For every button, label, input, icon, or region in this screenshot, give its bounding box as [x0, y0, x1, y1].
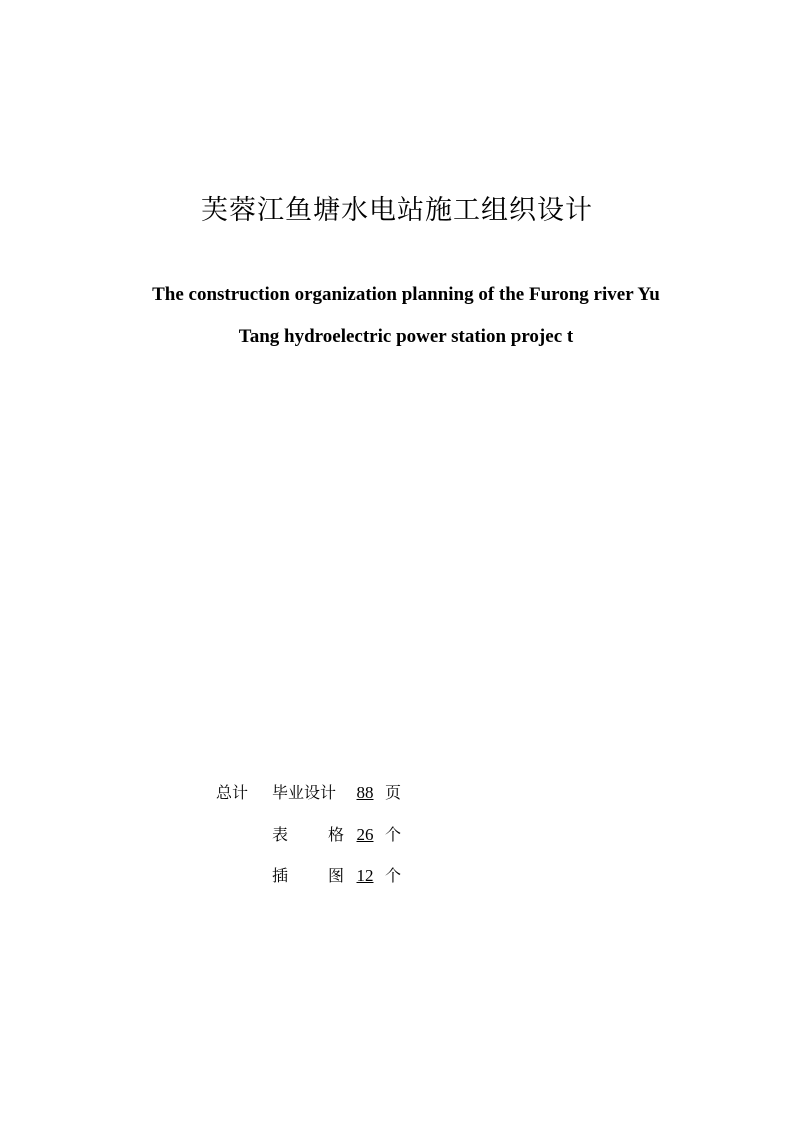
- stat-label-tables-a: 表: [272, 825, 289, 844]
- stat-value-figures: 12: [356, 866, 374, 885]
- stat-value-tables: 26: [356, 825, 374, 844]
- stat-label-tables-b: 格: [328, 825, 345, 844]
- chinese-title: 芙蓉江鱼塘水电站施工组织设计: [201, 195, 593, 226]
- stat-label-thesis: 毕业设计: [272, 783, 337, 802]
- total-label: 总计: [216, 783, 249, 802]
- stat-unit-pages: 页: [385, 783, 402, 802]
- english-title-line-2: Tang hydroelectric power station projec t: [238, 326, 574, 347]
- stat-label-figures-a: 插: [272, 866, 289, 885]
- stat-label-figures-b: 图: [328, 866, 345, 885]
- stat-unit-figures: 个: [385, 866, 402, 885]
- english-title-line-1: The construction organization planning of the Furong river Yu: [152, 284, 660, 305]
- stat-value-pages: 88: [356, 783, 374, 802]
- stat-unit-tables: 个: [385, 825, 402, 844]
